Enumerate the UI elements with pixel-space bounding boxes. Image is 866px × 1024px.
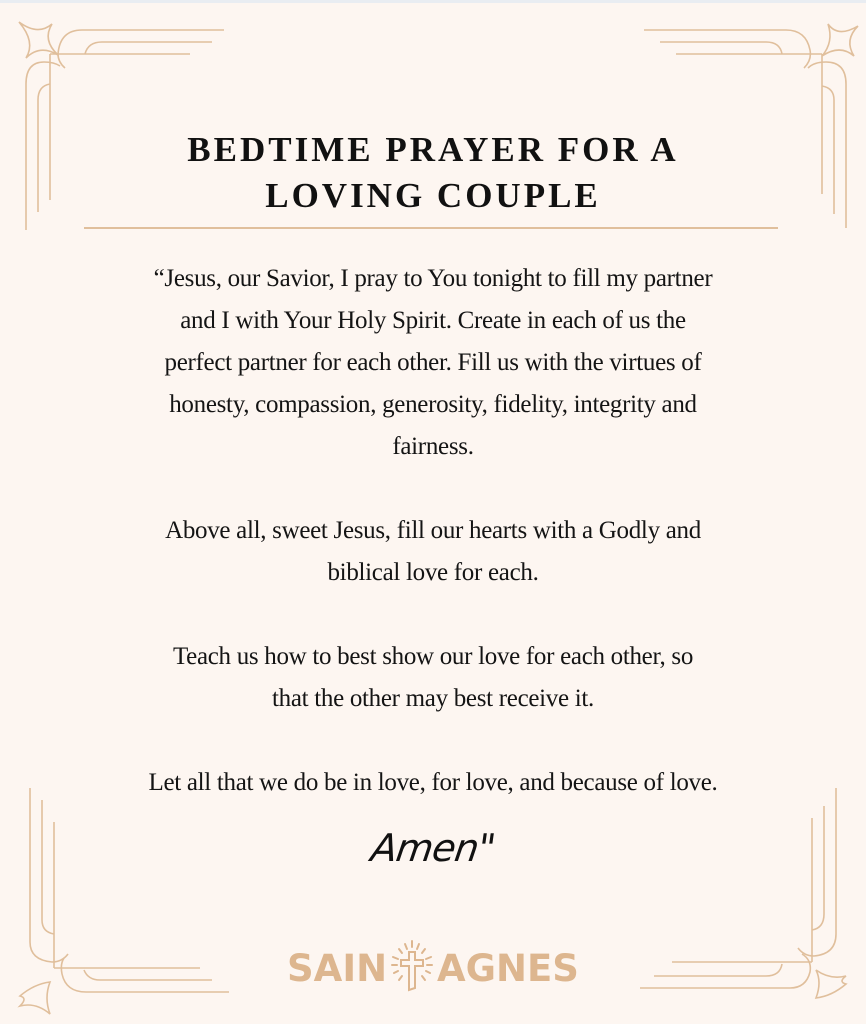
prayer-line: “Jesus, our Savior, I pray to You tonight to fill my partner	[153, 265, 713, 292]
title-line-2: LOVING COUPLE	[265, 176, 601, 216]
logo-text-left: SAIN	[287, 946, 388, 990]
prayer-line: fairness.	[392, 433, 474, 460]
prayer-paragraph-3	[70, 636, 796, 720]
prayer-line: biblical love for each.	[327, 559, 539, 586]
prayer-body	[70, 258, 796, 846]
prayer-line: that the other may best receive it.	[271, 685, 594, 712]
title-divider	[84, 227, 778, 229]
prayer-line: perfect partner for each other. Fill us with the virtues of	[164, 349, 702, 376]
prayer-line: Teach us how to best show our love for each other, so	[172, 643, 694, 670]
prayer-closing: Amen"	[368, 826, 498, 870]
prayer-paragraph-4	[70, 762, 796, 804]
prayer-title	[100, 127, 766, 219]
logo-text-right: AGNES	[437, 946, 579, 990]
saint-agnes-logo	[278, 938, 588, 998]
cross-icon	[385, 938, 439, 998]
prayer-paragraph-1	[70, 258, 796, 468]
prayer-paragraph-2	[70, 510, 796, 594]
prayer-line: Above all, sweet Jesus, fill our hearts with a Godly and	[165, 517, 701, 544]
prayer-line: honesty, compassion, generosity, fidelity, integrity and	[169, 391, 697, 418]
title-line-1: BEDTIME PRAYER FOR A	[187, 130, 679, 170]
prayer-line: Let all that we do be in love, for love, and because of love.	[148, 769, 718, 796]
prayer-line: and I with Your Holy Spirit. Create in each of us the	[180, 307, 686, 334]
